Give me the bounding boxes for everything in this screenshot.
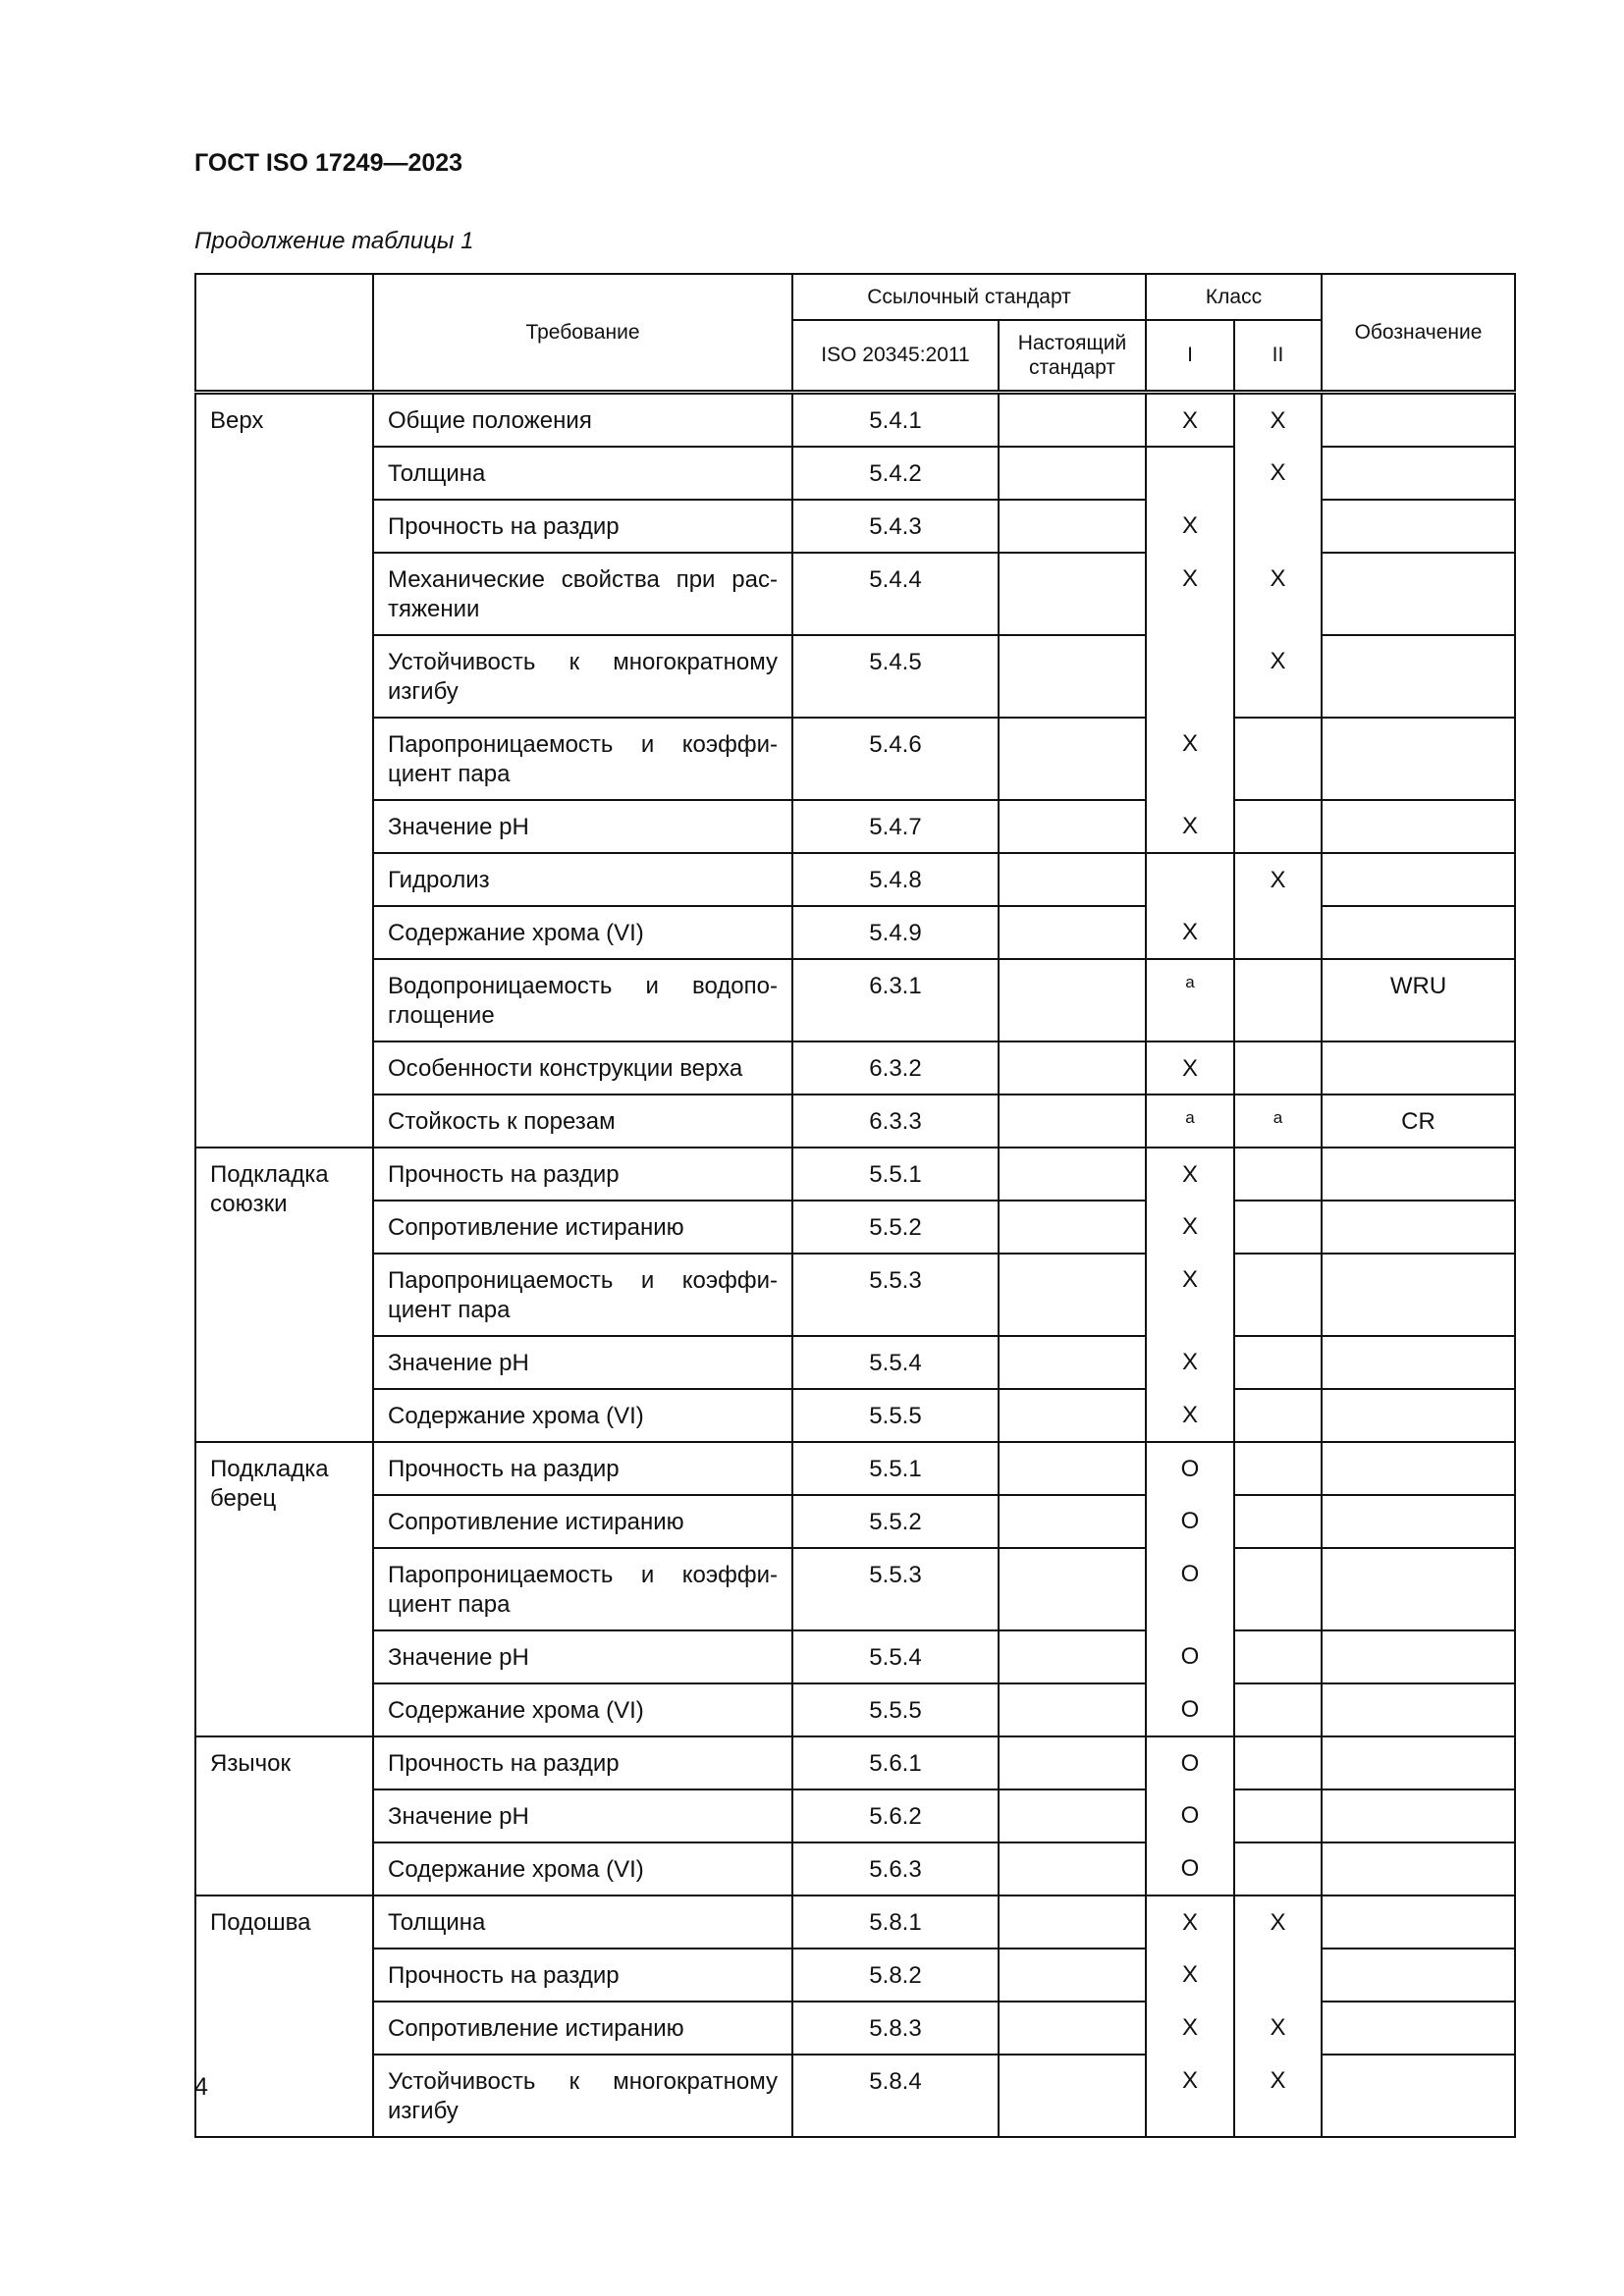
designation-cell	[1322, 1630, 1515, 1683]
designation-cell	[1322, 1495, 1515, 1548]
class-1-cell: X	[1146, 1949, 1234, 2002]
this-standard-cell	[999, 718, 1146, 800]
requirement-cell: Сопротивление истиранию	[373, 2002, 792, 2055]
this-standard-cell	[999, 1254, 1146, 1336]
requirement-cell: Сопротивление истиранию	[373, 1201, 792, 1254]
iso-clause-cell: 5.4.8	[792, 853, 999, 906]
class-2-cell: X	[1234, 853, 1322, 906]
iso-clause-cell: 5.8.1	[792, 1896, 999, 1949]
class-2-cell	[1234, 1736, 1322, 1789]
class-2-cell	[1234, 1630, 1322, 1683]
class-2-cell	[1234, 1548, 1322, 1630]
class-2-cell	[1234, 1336, 1322, 1389]
designation-cell	[1322, 1789, 1515, 1842]
class-1-cell: X	[1146, 553, 1234, 635]
iso-clause-cell: 5.5.3	[792, 1548, 999, 1630]
class-1-cell: O	[1146, 1630, 1234, 1683]
designation-cell	[1322, 1254, 1515, 1336]
designation-cell	[1322, 1148, 1515, 1201]
iso-clause-cell: 5.4.4	[792, 553, 999, 635]
class-1-header: I	[1146, 320, 1234, 393]
class-2-cell	[1234, 800, 1322, 853]
requirement-cell: Стойкость к порезам	[373, 1095, 792, 1148]
requirement-cell: Содержание хрома (VI)	[373, 1683, 792, 1736]
requirement-cell: Паропроницаемость и коэффициент пара	[373, 1254, 792, 1336]
this-standard-cell	[999, 2055, 1146, 2137]
class-1-cell: X	[1146, 2055, 1234, 2137]
designation-cell	[1322, 1949, 1515, 2002]
iso-clause-cell: 5.5.2	[792, 1495, 999, 1548]
iso-clause-cell: 5.4.3	[792, 500, 999, 553]
this-standard-cell	[999, 1736, 1146, 1789]
class-header: Класс	[1146, 274, 1322, 320]
this-standard-cell	[999, 1949, 1146, 2002]
designation-cell	[1322, 553, 1515, 635]
class-1-cell: X	[1146, 1148, 1234, 1201]
this-standard-cell	[999, 2002, 1146, 2055]
class-2-cell: a	[1234, 1095, 1322, 1148]
designation-cell	[1322, 1842, 1515, 1896]
iso-clause-cell: 5.5.3	[792, 1254, 999, 1336]
requirement-cell: Паропроницаемость и коэффициент пара	[373, 1548, 792, 1630]
designation-cell	[1322, 800, 1515, 853]
group-tongue: Язычок	[195, 1736, 373, 1896]
class-2-cell	[1234, 1683, 1322, 1736]
this-standard-cell	[999, 800, 1146, 853]
requirement-cell: Сопротивление истиранию	[373, 1495, 792, 1548]
class-1-cell: O	[1146, 1736, 1234, 1789]
requirement-cell: Содержание хрома (VI)	[373, 1389, 792, 1442]
requirement-cell: Особенности конструкции верха	[373, 1041, 792, 1095]
class-1-cell: O	[1146, 1789, 1234, 1842]
requirement-cell: Механические свойства при растяжении	[373, 553, 792, 635]
class-2-cell	[1234, 500, 1322, 553]
class-1-cell: X	[1146, 393, 1234, 448]
class-1-cell: X	[1146, 2002, 1234, 2055]
this-standard-cell	[999, 1041, 1146, 1095]
group-header	[195, 274, 373, 393]
class-1-cell	[1146, 853, 1234, 906]
this-standard-cell	[999, 1789, 1146, 1842]
class-2-cell: X	[1234, 393, 1322, 448]
iso-clause-cell: 5.6.3	[792, 1842, 999, 1896]
requirement-cell: Общие положения	[373, 393, 792, 448]
this-standard-cell	[999, 1095, 1146, 1148]
requirement-cell: Значение pH	[373, 800, 792, 853]
requirement-cell: Паропроницаемость и коэффициент пара	[373, 718, 792, 800]
requirement-cell: Прочность на раздир	[373, 1949, 792, 2002]
designation-cell	[1322, 1442, 1515, 1495]
requirement-cell: Устойчивость к многократному изгибу	[373, 2055, 792, 2137]
class-1-cell: O	[1146, 1683, 1234, 1736]
class-2-cell	[1234, 1949, 1322, 2002]
class-1-cell	[1146, 635, 1234, 718]
designation-cell	[1322, 447, 1515, 500]
designation-cell	[1322, 2055, 1515, 2137]
iso-clause-cell: 5.5.1	[792, 1148, 999, 1201]
class-2-cell: X	[1234, 2055, 1322, 2137]
requirement-cell: Прочность на раздир	[373, 1736, 792, 1789]
this-standard-cell	[999, 1896, 1146, 1949]
class-2-cell	[1234, 1442, 1322, 1495]
requirement-cell: Прочность на раздир	[373, 500, 792, 553]
group-upper: Верх	[195, 393, 373, 1148]
class-1-cell: X	[1146, 500, 1234, 553]
class-2-cell: X	[1234, 553, 1322, 635]
requirement-cell: Значение pH	[373, 1336, 792, 1389]
iso-clause-cell: 5.8.3	[792, 2002, 999, 2055]
class-2-cell: X	[1234, 1896, 1322, 1949]
this-standard-cell	[999, 635, 1146, 718]
iso-clause-cell: 6.3.1	[792, 959, 999, 1041]
this-standard-header: Настоящий стандарт	[999, 320, 1146, 393]
class-1-cell: X	[1146, 718, 1234, 800]
table-caption: Продолжение таблицы 1	[194, 228, 474, 254]
group-sole: Подошва	[195, 1896, 373, 2137]
class-2-cell	[1234, 906, 1322, 959]
class-2-cell	[1234, 718, 1322, 800]
class-1-cell: O	[1146, 1495, 1234, 1548]
class-1-cell: X	[1146, 1254, 1234, 1336]
class-2-cell	[1234, 959, 1322, 1041]
designation-cell	[1322, 2002, 1515, 2055]
class-2-cell	[1234, 1148, 1322, 1201]
this-standard-cell	[999, 1442, 1146, 1495]
requirement-cell: Значение pH	[373, 1789, 792, 1842]
designation-cell: CR	[1322, 1095, 1515, 1148]
designation-cell	[1322, 853, 1515, 906]
requirement-cell: Водопроницаемость и водопоглощение	[373, 959, 792, 1041]
designation-cell	[1322, 1389, 1515, 1442]
class-1-cell: O	[1146, 1442, 1234, 1495]
class-1-cell: X	[1146, 800, 1234, 853]
page-number: 4	[194, 2073, 208, 2101]
designation-cell: WRU	[1322, 959, 1515, 1041]
class-1-cell: X	[1146, 1389, 1234, 1442]
class-1-cell	[1146, 447, 1234, 500]
class-1-cell: O	[1146, 1842, 1234, 1896]
designation-cell	[1322, 1336, 1515, 1389]
class-2-cell	[1234, 1842, 1322, 1896]
this-standard-cell	[999, 393, 1146, 448]
designation-cell	[1322, 393, 1515, 448]
this-standard-cell	[999, 1148, 1146, 1201]
designation-cell	[1322, 718, 1515, 800]
iso-clause-cell: 5.5.1	[792, 1442, 999, 1495]
this-standard-cell	[999, 500, 1146, 553]
this-standard-cell	[999, 1548, 1146, 1630]
iso-clause-cell: 5.6.1	[792, 1736, 999, 1789]
requirement-cell: Прочность на раздир	[373, 1148, 792, 1201]
document-code: ГОСТ ISO 17249—2023	[194, 149, 463, 177]
iso-clause-cell: 5.5.2	[792, 1201, 999, 1254]
requirement-cell: Содержание хрома (VI)	[373, 906, 792, 959]
class-2-cell	[1234, 1495, 1322, 1548]
class-1-cell: X	[1146, 1041, 1234, 1095]
class-1-cell: X	[1146, 906, 1234, 959]
designation-cell	[1322, 1683, 1515, 1736]
designation-cell	[1322, 500, 1515, 553]
this-standard-cell	[999, 1495, 1146, 1548]
class-2-cell	[1234, 1041, 1322, 1095]
iso-clause-cell: 5.4.6	[792, 718, 999, 800]
class-2-cell	[1234, 1789, 1322, 1842]
iso-clause-cell: 5.6.2	[792, 1789, 999, 1842]
class-2-cell: X	[1234, 2002, 1322, 2055]
iso-clause-cell: 5.5.5	[792, 1683, 999, 1736]
iso-clause-cell: 5.4.5	[792, 635, 999, 718]
this-standard-cell	[999, 1336, 1146, 1389]
class-2-cell	[1234, 1254, 1322, 1336]
iso-clause-cell: 5.4.1	[792, 393, 999, 448]
this-standard-cell	[999, 1842, 1146, 1896]
designation-cell	[1322, 635, 1515, 718]
class-1-cell: X	[1146, 1336, 1234, 1389]
iso-clause-cell: 5.5.4	[792, 1630, 999, 1683]
reference-standard-header: Ссылочный стандарт	[792, 274, 1146, 320]
this-standard-cell	[999, 906, 1146, 959]
designation-header: Обозначение	[1322, 274, 1515, 393]
designation-cell	[1322, 1736, 1515, 1789]
class-2-header: II	[1234, 320, 1322, 393]
class-2-cell: X	[1234, 447, 1322, 500]
iso-clause-cell: 5.4.2	[792, 447, 999, 500]
requirement-cell: Содержание хрома (VI)	[373, 1842, 792, 1896]
class-2-cell	[1234, 1201, 1322, 1254]
requirement-cell: Толщина	[373, 1896, 792, 1949]
group-quarter-lining: Подкладка берец	[195, 1442, 373, 1736]
iso-clause-cell: 5.4.7	[792, 800, 999, 853]
this-standard-cell	[999, 1389, 1146, 1442]
requirement-cell: Прочность на раздир	[373, 1442, 792, 1495]
this-standard-cell	[999, 959, 1146, 1041]
iso-clause-cell: 5.5.4	[792, 1336, 999, 1389]
this-standard-cell	[999, 553, 1146, 635]
requirement-cell: Толщина	[373, 447, 792, 500]
iso-clause-cell: 6.3.2	[792, 1041, 999, 1095]
this-standard-cell	[999, 1630, 1146, 1683]
requirement-cell: Значение pH	[373, 1630, 792, 1683]
class-1-cell: O	[1146, 1548, 1234, 1630]
requirement-header: Требование	[373, 274, 792, 393]
designation-cell	[1322, 1548, 1515, 1630]
group-vamp-lining: Подкладка союзки	[195, 1148, 373, 1442]
requirement-cell: Гидролиз	[373, 853, 792, 906]
class-1-cell: a	[1146, 1095, 1234, 1148]
iso-clause-cell: 5.8.4	[792, 2055, 999, 2137]
iso-clause-cell: 5.8.2	[792, 1949, 999, 2002]
requirements-table	[194, 273, 1516, 2138]
iso-clause-cell: 5.4.9	[792, 906, 999, 959]
designation-cell	[1322, 1041, 1515, 1095]
iso-standard-header: ISO 20345:2011	[792, 320, 999, 393]
class-1-cell: X	[1146, 1201, 1234, 1254]
class-1-cell: a	[1146, 959, 1234, 1041]
this-standard-cell	[999, 447, 1146, 500]
class-2-cell: X	[1234, 635, 1322, 718]
iso-clause-cell: 5.5.5	[792, 1389, 999, 1442]
this-standard-cell	[999, 1201, 1146, 1254]
class-2-cell	[1234, 1389, 1322, 1442]
designation-cell	[1322, 906, 1515, 959]
designation-cell	[1322, 1896, 1515, 1949]
class-1-cell: X	[1146, 1896, 1234, 1949]
this-standard-cell	[999, 853, 1146, 906]
requirement-cell: Устойчивость к многократному изгибу	[373, 635, 792, 718]
designation-cell	[1322, 1201, 1515, 1254]
this-standard-cell	[999, 1683, 1146, 1736]
iso-clause-cell: 6.3.3	[792, 1095, 999, 1148]
